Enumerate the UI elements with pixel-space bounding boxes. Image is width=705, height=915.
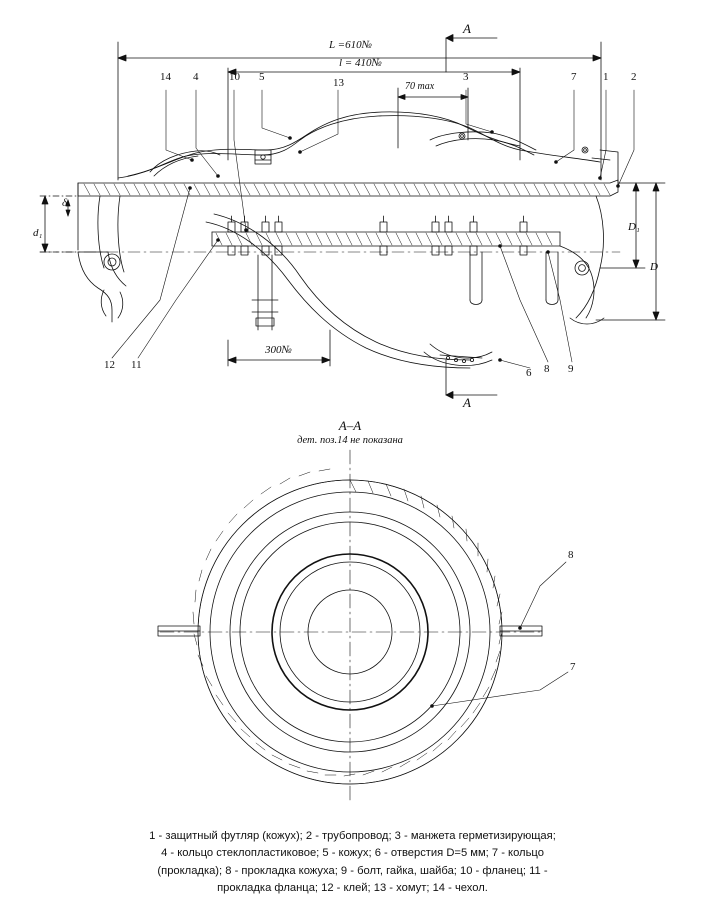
callout-3: 3 [463, 71, 469, 83]
section-note: дет. поз.14 не показана [297, 435, 403, 446]
section-arrow-bottom [446, 360, 497, 399]
legend-line-1: 1 - защитный футляр (кожух); 2 - трубопровод; 3 - манжета герметизирующая; [149, 830, 556, 842]
dim-d1-left: d₁ [33, 227, 43, 239]
legend [60, 828, 645, 897]
dim-overall-length: L =610№ [329, 39, 372, 51]
callout-section-8: 8 [568, 549, 574, 561]
callout-13: 13 [333, 77, 344, 89]
callout-14: 14 [160, 71, 171, 83]
section-title: A–A [338, 418, 362, 433]
callout-11: 11 [131, 359, 142, 371]
dim-D-right: D [650, 261, 658, 273]
dim-bottom: 300№ [265, 344, 292, 356]
dim-D1-right: D₁ [628, 221, 640, 233]
dim-max-gap: 70 max [405, 81, 435, 92]
callout-1: 1 [603, 71, 609, 83]
callout-2: 2 [631, 71, 637, 83]
callout-9: 9 [568, 363, 574, 375]
section-arrow-top [446, 35, 497, 73]
callout-8: 8 [544, 363, 550, 375]
callout-4: 4 [193, 71, 199, 83]
callout-section-7: 7 [570, 661, 576, 673]
callout-10: 10 [229, 71, 240, 83]
callout-5: 5 [259, 71, 265, 83]
section-mark-bottom: A [463, 395, 471, 410]
callout-6: 6 [526, 367, 532, 379]
section-aa-geometry [158, 450, 542, 800]
section-mark-top: A [463, 21, 471, 36]
callout-12: 12 [104, 359, 115, 371]
callout-7: 7 [571, 71, 577, 83]
legend-line-2: 4 - кольцо стеклопластиковое; 5 - кожух; 6 - отверстия D=5 мм; 7 - кольцо [161, 847, 544, 860]
legend-line-4: прокладка фланца; 12 - клей; 13 - хомут; 14 - чехол. [217, 882, 488, 895]
dim-inner-length: l = 410№ [339, 57, 382, 69]
dim-delta: δ [62, 197, 68, 209]
legend-line-3: (прокладка); 8 - прокладка кожуха; 9 - болт, гайка, шайба; 10 - фланец; 11 - [157, 864, 548, 877]
